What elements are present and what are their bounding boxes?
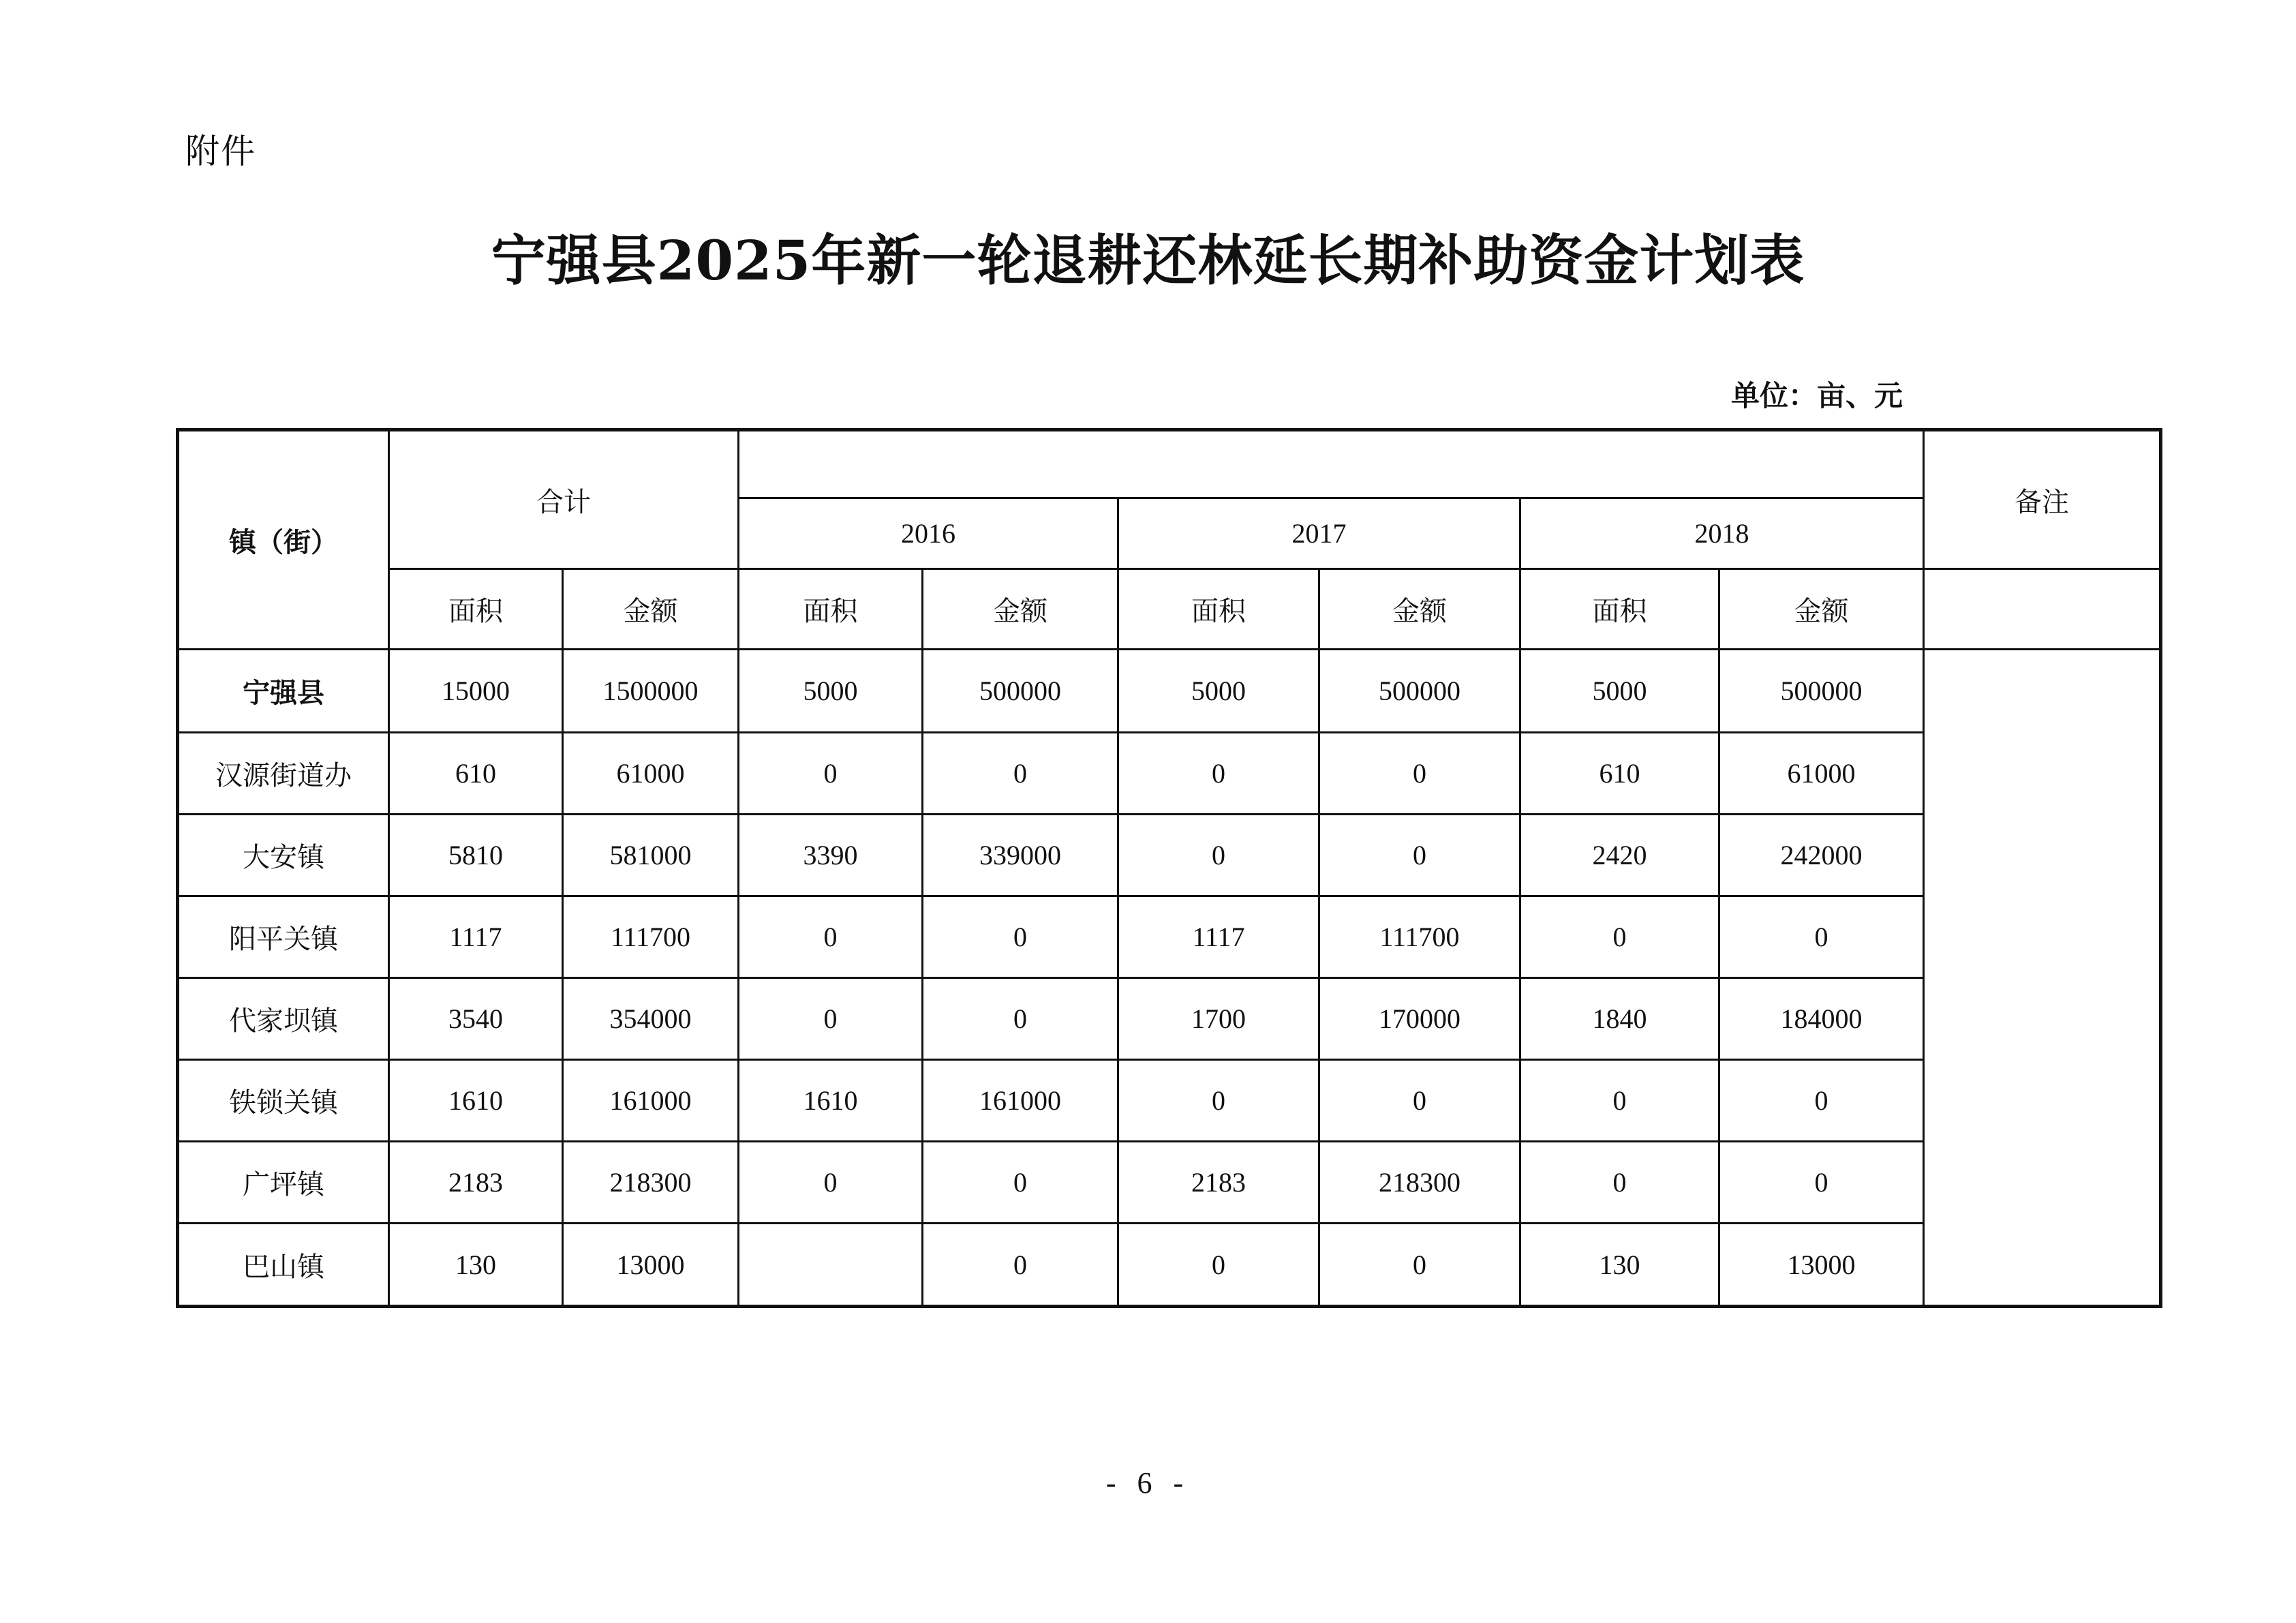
amount-2018: 0 <box>1719 1142 1924 1224</box>
amount-2016: 0 <box>923 978 1118 1060</box>
amount-2018: 61000 <box>1719 733 1924 815</box>
area-2017: 0 <box>1118 733 1319 815</box>
header-years-group <box>739 430 1924 498</box>
table-header <box>178 430 2161 650</box>
amount-2016: 339000 <box>923 815 1118 896</box>
header-total: 合计 <box>389 430 739 569</box>
header-2018-amount: 金额 <box>1719 569 1924 650</box>
header-year-2016: 2016 <box>739 498 1118 569</box>
area-2018: 0 <box>1520 1142 1719 1224</box>
area-2016 <box>739 1224 923 1307</box>
total-area: 5810 <box>389 815 563 896</box>
total-amount: 354000 <box>563 978 739 1060</box>
total-amount: 1500000 <box>563 650 739 733</box>
header-2016-amount: 金额 <box>923 569 1118 650</box>
amount-2018: 242000 <box>1719 815 1924 896</box>
area-2017: 2183 <box>1118 1142 1319 1224</box>
unit-label: 单位：亩、元 <box>1731 379 1903 412</box>
amount-2016: 0 <box>923 733 1118 815</box>
town-name: 阳平关镇 <box>178 896 389 978</box>
header-2018-area: 面积 <box>1520 569 1719 650</box>
header-year-2017: 2017 <box>1118 498 1520 569</box>
town-name: 巴山镇 <box>178 1224 389 1307</box>
table-row <box>178 1060 2161 1142</box>
total-amount: 581000 <box>563 815 739 896</box>
amount-2016: 0 <box>923 1224 1118 1307</box>
area-2018: 1840 <box>1520 978 1719 1060</box>
amount-2017: 500000 <box>1319 650 1520 733</box>
amount-2018: 0 <box>1719 1060 1924 1142</box>
area-2016: 5000 <box>739 650 923 733</box>
total-area: 2183 <box>389 1142 563 1224</box>
header-2016-area: 面积 <box>739 569 923 650</box>
area-2018: 5000 <box>1520 650 1719 733</box>
town-name: 宁强县 <box>178 650 389 733</box>
amount-2018: 0 <box>1719 896 1924 978</box>
table-row <box>178 815 2161 896</box>
amount-2017: 170000 <box>1319 978 1520 1060</box>
total-area: 130 <box>389 1224 563 1307</box>
area-2017: 0 <box>1118 815 1319 896</box>
area-2016: 0 <box>739 1142 923 1224</box>
total-amount: 161000 <box>563 1060 739 1142</box>
amount-2017: 0 <box>1319 1224 1520 1307</box>
area-2017: 1117 <box>1118 896 1319 978</box>
table-row <box>178 733 2161 815</box>
remark-cell <box>1924 650 2161 1307</box>
area-2018: 610 <box>1520 733 1719 815</box>
area-2017: 0 <box>1118 1060 1319 1142</box>
amount-2018: 13000 <box>1719 1224 1924 1307</box>
header-year-2018: 2018 <box>1520 498 1924 569</box>
total-area: 610 <box>389 733 563 815</box>
town-name: 大安镇 <box>178 815 389 896</box>
table-row <box>178 896 2161 978</box>
amount-2016: 0 <box>923 1142 1118 1224</box>
table-row <box>178 650 2161 733</box>
area-2016: 0 <box>739 733 923 815</box>
header-2017-amount: 金额 <box>1319 569 1520 650</box>
total-area: 15000 <box>389 650 563 733</box>
header-total-amount: 金额 <box>563 569 739 650</box>
town-name: 广坪镇 <box>178 1142 389 1224</box>
area-2018: 0 <box>1520 1060 1719 1142</box>
header-remark: 备注 <box>1924 430 2161 569</box>
table-row <box>178 1142 2161 1224</box>
total-amount: 218300 <box>563 1142 739 1224</box>
area-2017: 1700 <box>1118 978 1319 1060</box>
amount-2016: 161000 <box>923 1060 1118 1142</box>
amount-2018: 184000 <box>1719 978 1924 1060</box>
table-body <box>178 650 2161 1307</box>
amount-2016: 500000 <box>923 650 1118 733</box>
page-number: - 6 - <box>1105 1466 1191 1500</box>
area-2017: 5000 <box>1118 650 1319 733</box>
town-name: 铁锁关镇 <box>178 1060 389 1142</box>
total-area: 1117 <box>389 896 563 978</box>
header-total-area: 面积 <box>389 569 563 650</box>
total-area: 3540 <box>389 978 563 1060</box>
area-2018: 2420 <box>1520 815 1719 896</box>
area-2018: 130 <box>1520 1224 1719 1307</box>
table-row <box>178 978 2161 1060</box>
header-town: 镇（街） <box>178 430 389 650</box>
total-amount: 13000 <box>563 1224 739 1307</box>
page-title: 宁强县2025年新一轮退耕还林延长期补助资金计划表 <box>491 228 1805 292</box>
table-row <box>178 1224 2161 1307</box>
header-remark-sub <box>1924 569 2161 650</box>
amount-2017: 0 <box>1319 815 1520 896</box>
area-2016: 0 <box>739 896 923 978</box>
total-amount: 61000 <box>563 733 739 815</box>
area-2016: 1610 <box>739 1060 923 1142</box>
area-2016: 0 <box>739 978 923 1060</box>
amount-2017: 111700 <box>1319 896 1520 978</box>
subsidy-plan-table <box>176 428 2162 1308</box>
total-area: 1610 <box>389 1060 563 1142</box>
area-2016: 3390 <box>739 815 923 896</box>
header-2017-area: 面积 <box>1118 569 1319 650</box>
attachment-label: 附件 <box>185 132 256 171</box>
amount-2017: 218300 <box>1319 1142 1520 1224</box>
amount-2017: 0 <box>1319 733 1520 815</box>
area-2017: 0 <box>1118 1224 1319 1307</box>
amount-2018: 500000 <box>1719 650 1924 733</box>
town-name: 代家坝镇 <box>178 978 389 1060</box>
total-amount: 111700 <box>563 896 739 978</box>
amount-2017: 0 <box>1319 1060 1520 1142</box>
amount-2016: 0 <box>923 896 1118 978</box>
town-name: 汉源街道办 <box>178 733 389 815</box>
area-2018: 0 <box>1520 896 1719 978</box>
